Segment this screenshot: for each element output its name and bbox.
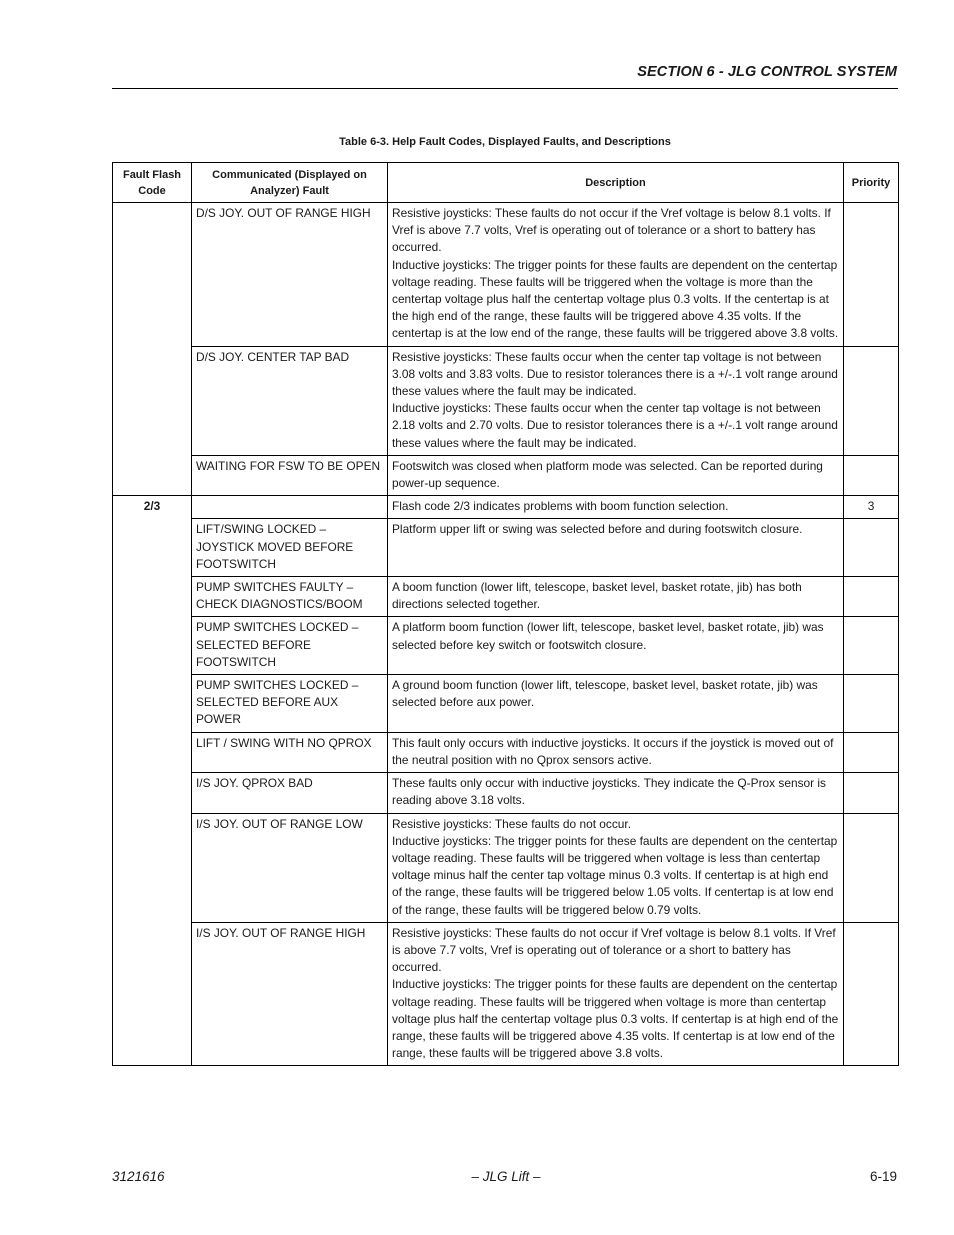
table-row <box>113 496 899 519</box>
description-paragraph: This fault only occurs with inductive joysticks. It occurs if the joystick is moved out of the neutral position with no Qprox sensors active. <box>392 735 834 767</box>
description-paragraph: Resistive joysticks: These faults do not occur if Vref voltage is below 8.1 volts. If Vref is above 7.7 volts, Vref is operating out of tolerance or a short to battery has occurred. <box>392 925 836 975</box>
description-paragraph: Inductive joysticks: The trigger points for these faults are dependent on the centertap voltage reading. These faults will be triggered when voltage is less than centertap voltage minus half the center tap voltage minus 0.3 volts. If centertap is at high end of the range, these faults will be triggered below 1.05 volts. If centertap is at low end of the range, these faults will be triggered below 0.79 volts. <box>392 833 838 917</box>
priority-cell <box>844 577 899 617</box>
description-cell <box>388 203 844 347</box>
fault-name-cell: LIFT / SWING WITH NO QPROX <box>192 732 388 772</box>
fault-name-cell <box>192 496 388 519</box>
description-cell <box>388 346 844 455</box>
priority-cell <box>844 813 899 922</box>
table-header-row <box>113 163 899 203</box>
header-rule <box>112 88 898 89</box>
priority-cell <box>844 675 899 733</box>
description-cell <box>388 675 844 733</box>
fault-name-cell: LIFT/SWING LOCKED – JOYSTICK MOVED BEFORE FOOTSWITCH <box>192 519 388 577</box>
table-caption: Table 6-3. Help Fault Codes, Displayed Faults, and Descriptions <box>339 136 671 148</box>
description-paragraph: Flash code 2/3 indicates problems with boom function selection. <box>392 499 729 514</box>
priority-cell <box>844 455 899 495</box>
description-paragraph: Resistive joysticks: These faults occur when the center tap voltage is not between 3.08 volts and 3.83 volts. Due to resistor tolerances there is a +/-.1 volt range around these values where the fault may be indicated. <box>392 349 838 399</box>
footer-center-text: – JLG Lift – <box>471 1169 541 1184</box>
fault-flash-code-cell <box>113 203 192 496</box>
table-body <box>113 203 899 1066</box>
description-paragraph: Inductive joysticks: The trigger points for these faults are dependent on the centertap voltage reading. These faults will be triggered when voltage is more than centertap voltage plus half the centertap voltage plus 0.3 volts. If centertap is at high end of the range, these faults will be triggered above 4.35 volts. If centertap is at low end of the range, these faults will be triggered above 3.8 volts. <box>392 977 839 1061</box>
description-paragraph: Platform upper lift or swing was selected before and during footswitch closure. <box>392 522 803 537</box>
description-cell <box>388 773 844 813</box>
header-communicated-fault: Communicated (Displayed on Analyzer) Fault <box>192 163 388 203</box>
description-paragraph: Inductive joysticks: The trigger points for these faults are dependent on the centertap voltage reading. These faults will be triggered when the voltage is more than the centertap voltage plus half the centertap voltage plus 0.3 volts. If the centertap is at the high end of the range, these faults will be triggered above 4.35 volts. If the centertap is at the low end of the range, these faults will be triggered above 3.8 volts. <box>392 257 839 341</box>
priority-cell <box>844 773 899 813</box>
table-row <box>113 732 899 772</box>
description-paragraph: Resistive joysticks: These faults do not occur. <box>392 816 632 831</box>
footer-doc-number: 3121616 <box>112 1169 165 1184</box>
description-cell <box>388 813 844 922</box>
description-paragraph: Resistive joysticks: These faults do not occur if the Vref voltage is below 8.1 volts. If Vref is above 7.7 volts, Vref is operating out of tolerance or a short to battery has occurred. <box>392 206 831 255</box>
fault-name-cell: PUMP SWITCHES LOCKED – SELECTED BEFORE AUX POWER <box>192 675 388 733</box>
table-row <box>113 203 899 347</box>
description-paragraph: Footswitch was closed when platform mode was selected. Can be reported during power-up sequence. <box>392 458 823 491</box>
priority-cell <box>844 346 899 455</box>
fault-name-cell: D/S JOY. CENTER TAP BAD <box>192 346 388 455</box>
fault-name-cell: I/S JOY. OUT OF RANGE HIGH <box>192 922 388 1066</box>
section-title: SECTION 6 - JLG CONTROL SYSTEM <box>637 64 897 80</box>
priority-cell <box>844 203 899 347</box>
table-row <box>113 773 899 813</box>
description-cell <box>388 496 844 519</box>
description-cell <box>388 732 844 772</box>
table-row <box>113 813 899 922</box>
priority-cell <box>844 922 899 1066</box>
header-priority: Priority <box>844 163 899 203</box>
header-description: Description <box>388 163 844 203</box>
fault-name-cell: PUMP SWITCHES LOCKED – SELECTED BEFORE FOOTSWITCH <box>192 617 388 675</box>
description-paragraph: A boom function (lower lift, telescope, basket level, basket rotate, jib) has both directions selected together. <box>392 580 802 612</box>
priority-cell <box>844 617 899 675</box>
fault-name-cell: I/S JOY. OUT OF RANGE LOW <box>192 813 388 922</box>
fault-name-cell: I/S JOY. QPROX BAD <box>192 773 388 813</box>
description-paragraph: Inductive joysticks: These faults occur when the center tap voltage is not between 2.18 volts and 2.70 volts. Due to resistor tolerances there is a +/-.1 volt range around these values where the fault may be indicated. <box>392 401 838 450</box>
table-row <box>113 577 899 617</box>
table-row <box>113 455 899 495</box>
table-row <box>113 617 899 675</box>
priority-cell <box>844 519 899 577</box>
table-row <box>113 675 899 733</box>
table-row <box>113 519 899 577</box>
table-row <box>113 922 899 1066</box>
description-paragraph: A platform boom function (lower lift, telescope, basket level, basket rotate, jib) was selected before key switch or footswitch closure. <box>392 620 824 652</box>
description-cell <box>388 519 844 577</box>
fault-name-cell: WAITING FOR FSW TO BE OPEN <box>192 455 388 495</box>
fault-flash-code-cell: 2/3 <box>113 496 192 1066</box>
description-paragraph: These faults only occur with inductive joysticks. They indicate the Q-Prox sensor is reading above 3.18 volts. <box>392 776 826 808</box>
priority-cell: 3 <box>844 496 899 519</box>
description-paragraph: A ground boom function (lower lift, telescope, basket level, basket rotate, jib) was selected before aux power. <box>392 678 818 710</box>
description-cell <box>388 577 844 617</box>
priority-cell <box>844 732 899 772</box>
description-cell <box>388 617 844 675</box>
table-row <box>113 346 899 455</box>
fault-code-table <box>112 162 899 1066</box>
description-cell <box>388 455 844 495</box>
header-fault-flash-code: Fault Flash Code <box>113 163 192 203</box>
footer-page-number: 6-19 <box>869 1169 897 1184</box>
description-cell <box>388 922 844 1066</box>
fault-name-cell: PUMP SWITCHES FAULTY – CHECK DIAGNOSTICS/BOOM <box>192 577 388 617</box>
fault-name-cell: D/S JOY. OUT OF RANGE HIGH <box>192 203 388 347</box>
